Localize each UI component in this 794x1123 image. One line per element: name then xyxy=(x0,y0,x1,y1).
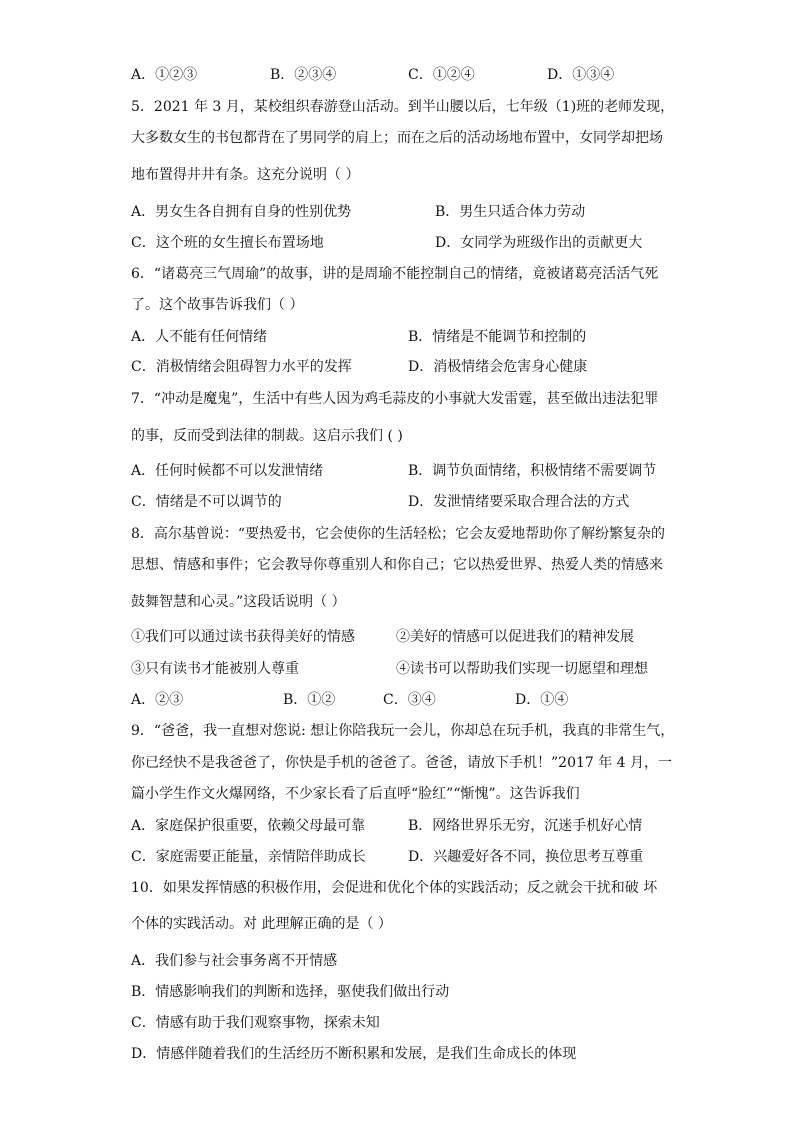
q7-stem-line: 7．“冲动是魔鬼”，生活中有些人因为鸡毛蒜皮的小事就大发雷霆，甚至做出违法犯罪 xyxy=(131,391,659,407)
q4-option-b: B．②③④ xyxy=(270,67,337,83)
q9-option-a: A．家庭保护很重要，依赖父母最可靠 xyxy=(131,818,366,834)
q8-option-c: C．③④ xyxy=(383,692,436,708)
q9-option-b: B．网络世界乐无穷，沉迷手机好心情 xyxy=(408,818,643,834)
q5-option-b: B．男生只适合体力劳动 xyxy=(435,204,586,220)
q7-option-d: D．发泄情绪要采取合理合法的方式 xyxy=(408,494,630,510)
q6-option-b: B．情绪是不能调节和控制的 xyxy=(408,329,587,345)
q6-option-d: D．消极情绪会危害身心健康 xyxy=(408,359,588,375)
q7-option-c: C．情绪是不可以调节的 xyxy=(131,494,282,510)
q6-option-c: C．消极情绪会阻碍智力水平的发挥 xyxy=(131,359,352,375)
q9-option-d: D．兴趣爱好各不同，换位思考互尊重 xyxy=(408,849,644,865)
q8-stem-line: 8．高尔基曾说：“要热爱书，它会使你的生活轻松；它会友爱地帮助你了解纷繁复杂的 xyxy=(131,526,666,542)
q7-stem-line: 的事，反而受到法律的制裁。这启示我们 ( ) xyxy=(131,428,403,444)
q10-option-a: A．我们参与社会事务离不开情感 xyxy=(131,953,338,969)
q7-option-b: B．调节负面情绪，积极情绪不需要调节 xyxy=(408,463,657,479)
q6-stem-line: 了。这个故事告诉我们（ ） xyxy=(131,297,304,313)
q8-statement-4: ④读书可以帮助我们实现一切愿望和理想 xyxy=(396,661,648,677)
q10-stem-line: 个体的实践活动。对 此理解正确的是（ ） xyxy=(131,916,392,932)
q10-stem-line: 10．如果发挥情感的积极作用，会促进和优化个体的实践活动；反之就会干扰和破 坏 xyxy=(131,880,658,896)
q4-option-a: A．①②③ xyxy=(131,67,198,83)
q7-option-a: A．任何时候都不可以发泄情绪 xyxy=(131,463,324,479)
q9-option-c: C．家庭需要正能量，亲情陪伴助成长 xyxy=(131,849,366,865)
q10-option-d: D．情感伴随着我们的生活经历不断积累和发展，是我们生命成长的体现 xyxy=(131,1046,577,1062)
q9-stem-line: 9．“爸爸，我一直想对您说: 想让你陪我玩一会儿，你却总在玩手机，我真的非常生气， xyxy=(131,723,675,739)
q4-option-d: D．①③④ xyxy=(547,67,615,83)
q4-option-c: C．①②④ xyxy=(408,67,475,83)
q9-stem-line: 你已经快不是我爸爸了，你快是手机的爸爸了。爸爸，请放下手机！”2017 年 4 月，一 xyxy=(131,755,673,771)
q8-stem-line: 鼓舞智慧和心灵。”这段话说明（ ） xyxy=(131,594,346,610)
q6-stem-line: 6．“诸葛亮三气周瑜”的故事，讲的是周瑜不能控制自己的情绪，竟被诸葛亮活活气死 xyxy=(131,266,659,282)
q5-stem-line: 大多数女生的书包都背在了男同学的肩上；而在之后的活动场地布置中，女同学却把场 xyxy=(131,130,663,146)
q6-option-a: A．人不能有任何情绪 xyxy=(131,329,268,345)
q9-stem-line: 篇小学生作文火爆网络，不少家长看了后直呼“脸红”“惭愧”。这告诉我们 xyxy=(131,786,580,802)
q5-option-c: C．这个班的女生擅长布置场地 xyxy=(131,235,324,251)
q8-option-a: A．②③ xyxy=(131,692,184,708)
q8-statement-3: ③只有读书才能被别人尊重 xyxy=(131,661,299,677)
q5-option-d: D．女同学为班级作出的贡献更大 xyxy=(435,235,643,251)
q5-stem-line: 地布置得井井有条。这充分说明（ ） xyxy=(131,167,360,183)
q5-option-a: A．男女生各自拥有自身的性别优势 xyxy=(131,204,352,220)
q8-statement-2: ②美好的情感可以促进我们的精神发展 xyxy=(396,629,634,645)
q5-stem-line: 5．2021 年 3 月，某校组织春游登山活动。到半山腰以后，七年级（1)班的老师发现， xyxy=(131,99,675,115)
q8-statement-1: ①我们可以通过读书获得美好的情感 xyxy=(131,629,355,645)
q8-option-b: B．①② xyxy=(283,692,336,708)
q10-option-c: C．情感有助于我们观察事物，探索未知 xyxy=(131,1015,380,1031)
q8-stem-line: 思想、情感和事件；它会教导你尊重别人和你自己；它以热爱世界、热爱人类的情感来 xyxy=(131,557,663,573)
q10-option-b: B．情感影响我们的判断和选择，驱使我们做出行动 xyxy=(131,984,450,1000)
q8-option-d: D．①④ xyxy=(515,692,569,708)
